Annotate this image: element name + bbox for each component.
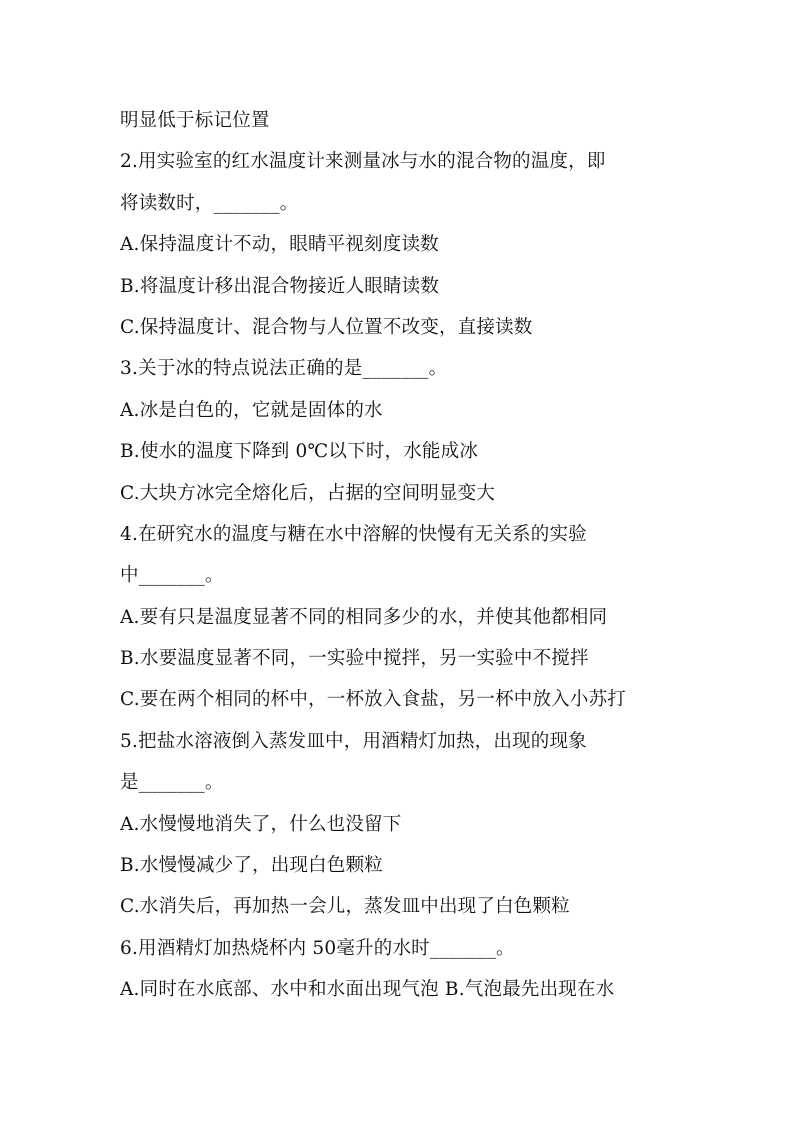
option-line-continuation: 明显低于标记位置 (120, 110, 270, 131)
question-3-option-c: C.大块方冰完全熔化后，占据的空间明显变大 (120, 482, 496, 504)
question-5-option-a: A.水慢慢地消失了，什么也没留下 (120, 813, 402, 835)
question-6-stem: 6.用酒精灯加热烧杯内 50毫升的水时_______。 (120, 937, 515, 959)
question-4-option-a: A.要有只是温度显著不同的相同多少的水，并使其他都相同 (120, 606, 608, 628)
question-4-option-b: B.水要温度显著不同，一实验中搅拌，另一实验中不搅拌 (120, 648, 589, 670)
question-5-option-c: C.水消失后，再加热一会儿，蒸发皿中出现了白色颗粒 (120, 896, 570, 918)
question-5-stem: 5.把盐水溶液倒入蒸发皿中，用酒精灯加热，出现的现象 (120, 730, 587, 752)
question-2-stem-continuation: 将读数时，_______。 (120, 192, 299, 214)
question-3-option-a: A.冰是白色的，它就是固体的水 (120, 399, 383, 421)
document-page (120, 100, 676, 1011)
question-6-options: A.同时在水底部、水中和水面出现气泡 B.气泡最先出现在水 (120, 979, 615, 1001)
question-5-option-b: B.水慢慢减少了，出现白色颗粒 (120, 855, 383, 877)
question-4-stem-continuation: 中_______。 (120, 565, 224, 587)
question-2-option-b: B.将温度计移出混合物接近人眼睛读数 (120, 275, 440, 297)
question-4-stem: 4.在研究水的温度与糖在水中溶解的快慢有无关系的实验 (120, 523, 587, 545)
question-2-stem: 2.用实验室的红水温度计来测量冰与水的混合物的温度，即 (120, 151, 606, 173)
question-2-option-a: A.保持温度计不动，眼睛平视刻度读数 (120, 234, 439, 256)
question-2-option-c: C.保持温度计、混合物与人位置不改变，直接读数 (120, 316, 533, 338)
question-4-option-c: C.要在两个相同的杯中，一杯放入食盐，另一杯中放入小苏打 (120, 689, 626, 711)
question-3-stem: 3.关于冰的特点说法正确的是_______。 (120, 358, 448, 380)
question-5-stem-continuation: 是_______。 (120, 772, 224, 794)
question-3-option-b: B.使水的温度下降到 0℃以下时，水能成冰 (120, 441, 479, 463)
